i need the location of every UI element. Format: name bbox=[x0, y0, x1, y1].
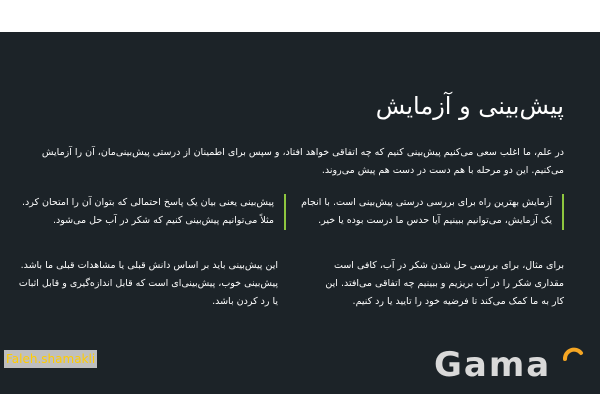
watermark-label: Faleh.shamakli bbox=[6, 352, 96, 366]
intro-paragraph: در علم، ما اغلب سعی می‌کنیم پیش‌بینی کنیم که چه اتفاقی خواهد افتاد، و سپس برای اطمینان از درستی پیش‌بینی‌مان، آن را آزمایش می‌کنیم. این دو مرحله با هم دست در دست هم پیش می‌روند. bbox=[41, 147, 564, 176]
callout-testing bbox=[300, 194, 564, 230]
slide-title: پیش‌بینی و آزمایش bbox=[375, 92, 564, 120]
presentation-slide bbox=[0, 32, 600, 394]
callout-prediction-line-1: پیش‌بینی یعنی بیان یک پاسخ احتمالی که بتوان آن را امتحان کرد. bbox=[22, 197, 274, 208]
prediction-basis-paragraph: این پیش‌بینی باید بر اساس دانش قبلی یا مشاهدات قبلی ما باشد. پیش‌بینی خوب، پیش‌بینی‌ای است که قابل اندازه‌گیری و قابل اثبات یا رد کردن باشد. bbox=[18, 260, 278, 307]
gama-logo-text: Gama bbox=[434, 345, 552, 385]
gama-logo bbox=[434, 345, 584, 385]
callout-testing-line-2: یک آزمایش، می‌توانیم ببینیم آیا حدس ما درست بوده یا خیر. bbox=[318, 215, 552, 226]
callout-prediction bbox=[22, 194, 286, 230]
example-paragraph: برای مثال، برای بررسی حل شدن شکر در آب، کافی است مقداری شکر را در آب بریزیم و ببینیم چه اتفاقی می‌افتد. این کار به ما کمک می‌کند تا فرضیه خود را تایید یا رد کنیم. bbox=[325, 260, 564, 307]
callout-testing-line-1: آزمایش بهترین راه برای بررسی درستی پیش‌بینی است. با انجام bbox=[301, 197, 552, 208]
gama-logo-arc-icon bbox=[562, 345, 584, 367]
callout-prediction-line-2: مثلاً می‌توانیم پیش‌بینی کنیم که شکر در آب حل می‌شود. bbox=[53, 215, 274, 226]
